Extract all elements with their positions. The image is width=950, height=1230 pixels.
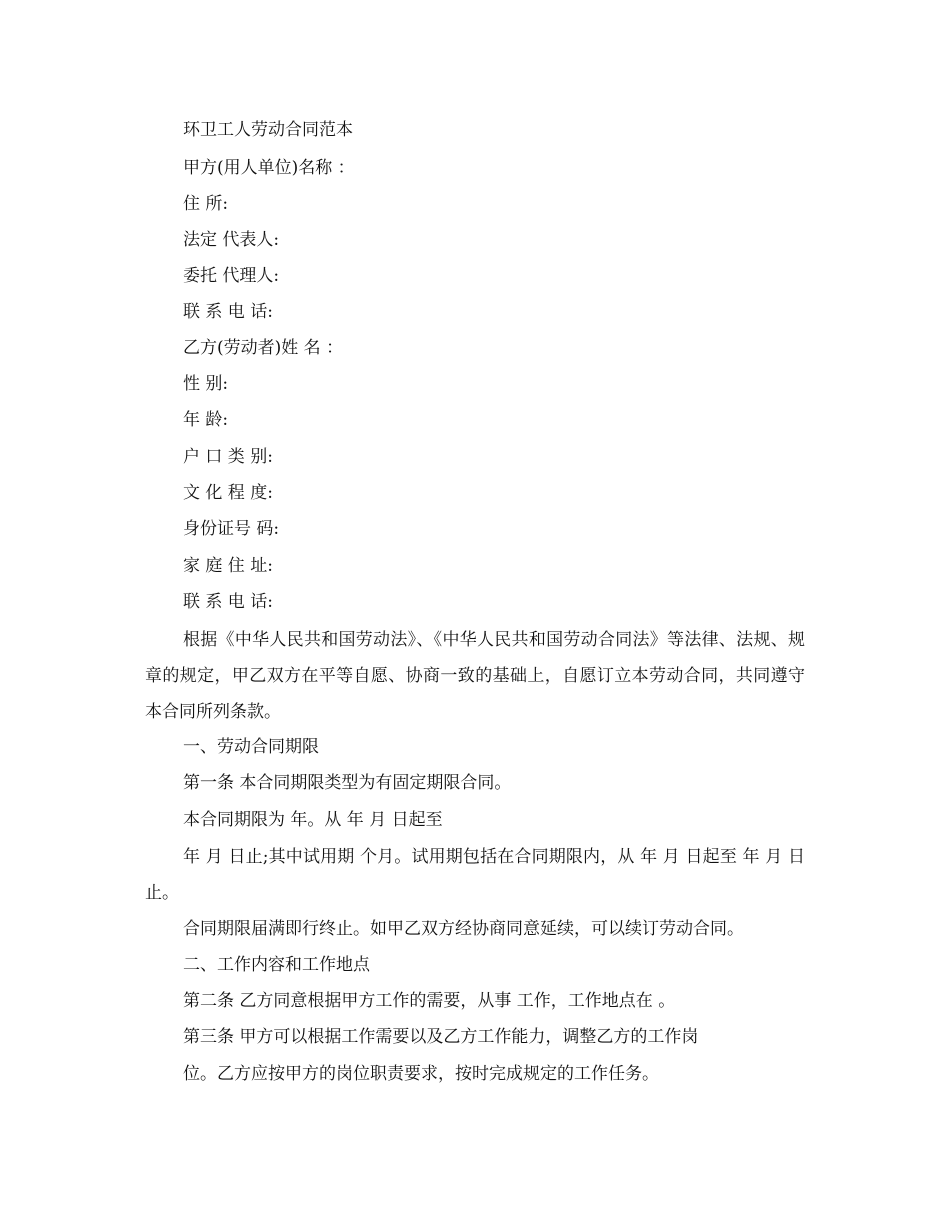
preamble-paragraph: 根据《中华人民共和国劳动法》、《中华人民共和国劳动合同法》等法律、法规、规章的规定，甲乙双方在平等自愿、协商一致的基础上，自愿订立本劳动合同，共同遵守本合同所列条款。 bbox=[145, 630, 805, 722]
party-a-phone-label: 联 系 电 话: bbox=[183, 302, 273, 322]
party-b-hukou-label: 户 口 类 别: bbox=[183, 447, 273, 467]
party-b-age-label: 年 龄: bbox=[183, 410, 229, 430]
party-b-gender-label: 性 别: bbox=[183, 374, 229, 394]
section-1-heading: 一、劳动合同期限 bbox=[183, 737, 319, 757]
party-b-education-label: 文 化 程 度: bbox=[183, 483, 273, 503]
party-a-legal-rep-label: 法定 代表人: bbox=[183, 230, 280, 250]
document-title: 环卫工人劳动合同范本 bbox=[183, 120, 353, 140]
party-a-agent-label: 委托 代理人: bbox=[183, 266, 280, 286]
term-line: 本合同期限为 年。从 年 月 日起至 bbox=[183, 810, 443, 830]
party-b-phone-label: 联 系 电 话: bbox=[183, 592, 273, 612]
party-b-name-label: 乙方(劳动者)姓 名 ： bbox=[183, 338, 344, 358]
article-1: 第一条 本合同期限类型为有固定期限合同。 bbox=[183, 773, 512, 793]
party-b-id-label: 身份证号 码: bbox=[183, 519, 280, 539]
party-a-name-label: 甲方(用人单位)名称 ： bbox=[183, 158, 355, 178]
party-b-address-label: 家 庭 住 址: bbox=[183, 556, 273, 576]
article-2: 第二条 乙方同意根据甲方工作的需要，从事 工作，工作地点在 。 bbox=[183, 991, 676, 1011]
article-3-line-1: 第三条 甲方可以根据工作需要以及乙方工作能力，调整乙方的工作岗 bbox=[183, 1027, 699, 1047]
article-3-line-2: 位。乙方应按甲方的岗位职责要求，按时完成规定的工作任务。 bbox=[183, 1064, 659, 1084]
section-2-heading: 二、工作内容和工作地点 bbox=[183, 955, 370, 975]
expiry-clause: 合同期限届满即行终止。如甲乙双方经协商同意延续，可以续订劳动合同。 bbox=[183, 919, 744, 939]
probation-paragraph: 年 月 日止;其中试用期 个月。试用期包括在合同期限内，从 年 月 日起至 年 月 日止。 bbox=[145, 847, 805, 903]
party-a-address-label: 住 所: bbox=[183, 194, 229, 214]
